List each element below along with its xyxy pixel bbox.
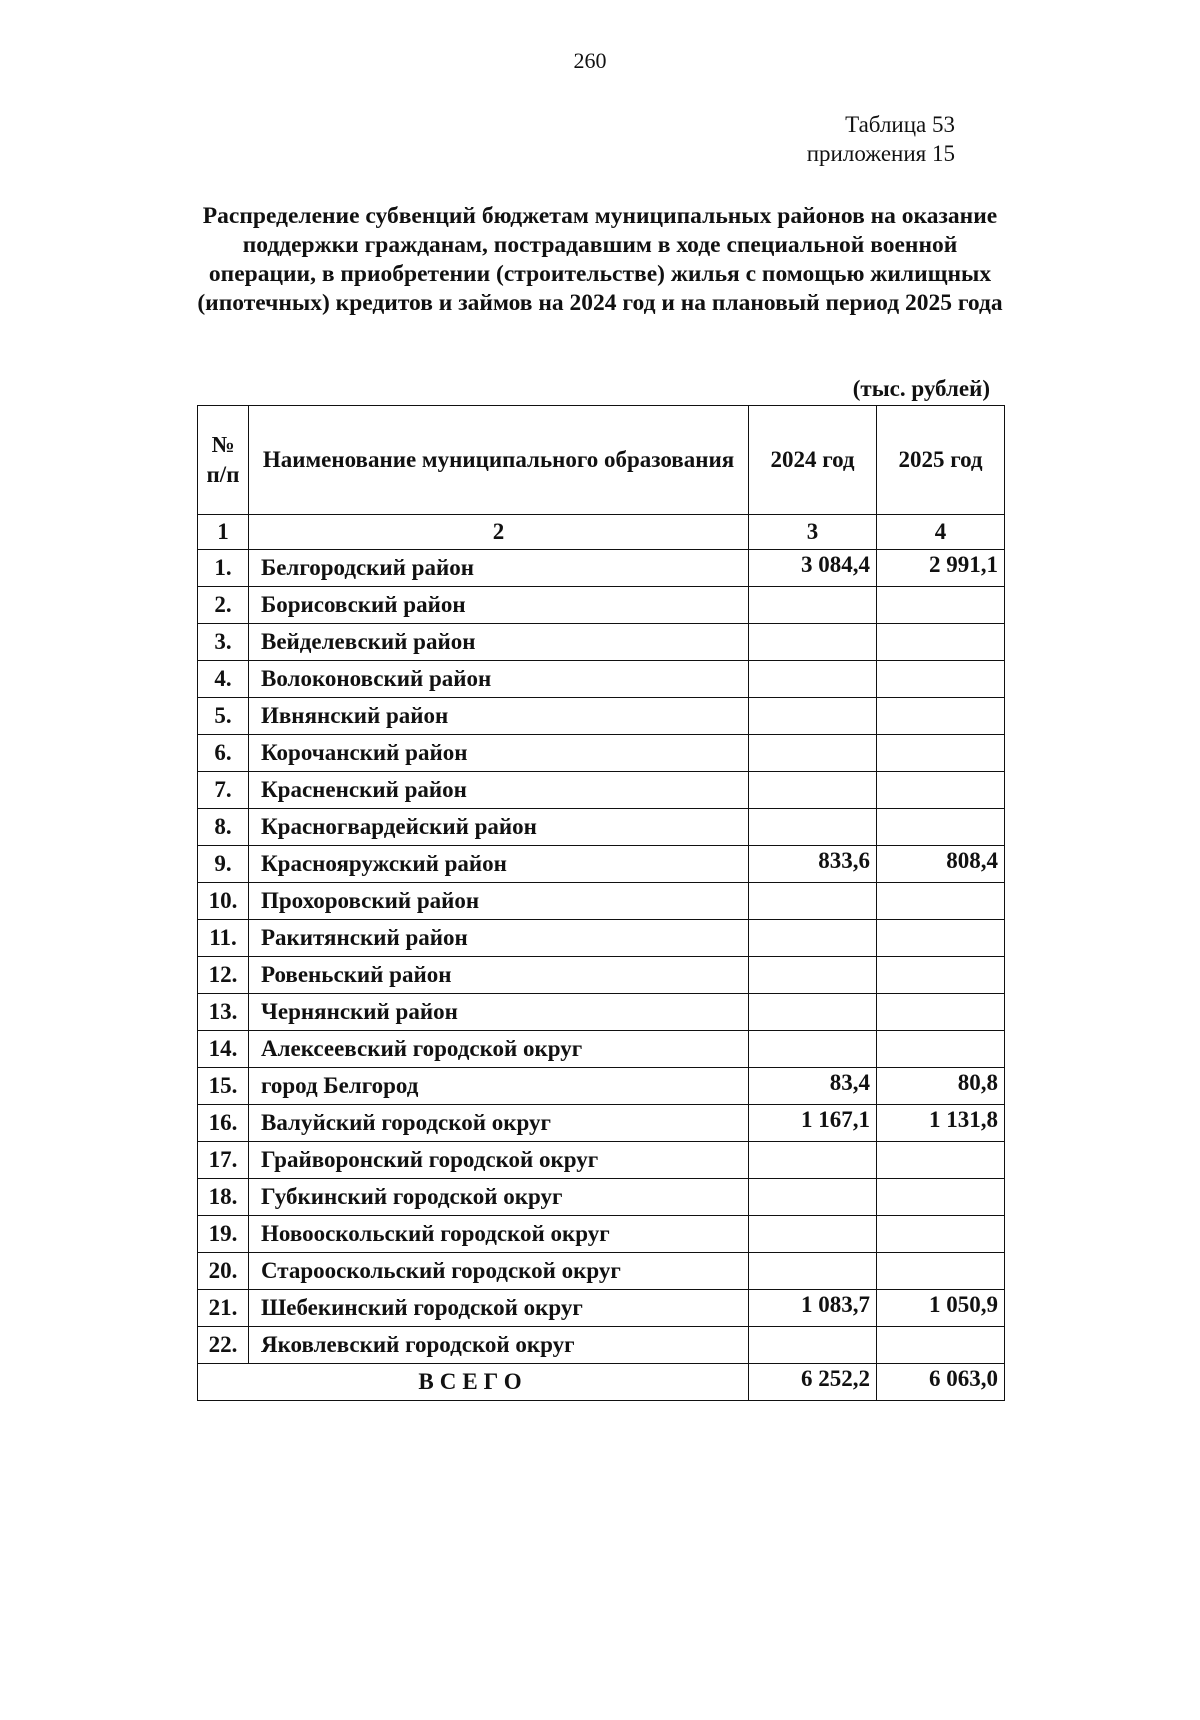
municipality-name: Губкинский городской округ [249,1179,749,1216]
table-row [198,1253,1005,1290]
value-2024 [749,957,877,994]
value-2025: 808,4 [877,846,1005,883]
row-number: 12. [198,957,249,994]
table-row [198,772,1005,809]
table-row [198,698,1005,735]
row-number: 19. [198,1216,249,1253]
value-2025 [877,883,1005,920]
table-number: Таблица 53 [845,112,955,137]
value-2025 [877,661,1005,698]
row-number: 17. [198,1142,249,1179]
table-row [198,809,1005,846]
table-row [198,1105,1005,1142]
row-number: 3. [198,624,249,661]
table-row [198,624,1005,661]
row-number: 22. [198,1327,249,1364]
value-2025 [877,957,1005,994]
municipality-name: Яковлевский городской округ [249,1327,749,1364]
municipality-name: Ракитянский район [249,920,749,957]
col-number: 3 [749,515,877,550]
value-2025 [877,994,1005,1031]
row-number: 10. [198,883,249,920]
table-row [198,661,1005,698]
total-2024: 6 252,2 [749,1364,877,1401]
value-2024 [749,920,877,957]
municipality-name: Волоконовский район [249,661,749,698]
table-row [198,1216,1005,1253]
municipality-name: Вейделевский район [249,624,749,661]
table-row [198,957,1005,994]
total-label: ВСЕГО [198,1364,749,1401]
document-title: Распределение субвенций бюджетам муниципальных районов на оказание поддержки гражданам, пострадавшим в ходе специальной военной операции, в приобретении (строительстве) жилья с помощью жилищных (ипотечных) кредитов и займов на 2024 год и на плановый период 2025 года [197,203,1003,316]
value-2025 [877,698,1005,735]
value-2025: 1 131,8 [877,1105,1005,1142]
row-number: 16. [198,1105,249,1142]
row-number: 5. [198,698,249,735]
table-row [198,735,1005,772]
value-2025: 80,8 [877,1068,1005,1105]
value-2025: 1 050,9 [877,1290,1005,1327]
value-2024 [749,1216,877,1253]
units-label: (тыс. рублей) [852,376,990,401]
value-2024 [749,698,877,735]
appendix-number: приложения 15 [806,141,955,166]
municipality-name: Новооскольский городской округ [249,1216,749,1253]
table-row [198,550,1005,587]
municipality-name: Борисовский район [249,587,749,624]
row-number: 20. [198,1253,249,1290]
municipality-name: Старооскольский городской округ [249,1253,749,1290]
header-2025: 2025 год [877,406,1005,515]
row-number: 9. [198,846,249,883]
municipality-name: Краснояружский район [249,846,749,883]
municipality-name: Ровеньский район [249,957,749,994]
value-2024 [749,624,877,661]
col-number: 4 [877,515,1005,550]
total-2025: 6 063,0 [877,1364,1005,1401]
row-number: 21. [198,1290,249,1327]
value-2025 [877,587,1005,624]
value-2025 [877,1216,1005,1253]
municipality-name: Корочанский район [249,735,749,772]
value-2025 [877,809,1005,846]
value-2024: 3 084,4 [749,550,877,587]
table-row [198,883,1005,920]
row-number: 4. [198,661,249,698]
subsidy-table [197,405,1005,1401]
row-number: 7. [198,772,249,809]
value-2025 [877,920,1005,957]
table-row [198,1031,1005,1068]
value-2025 [877,624,1005,661]
municipality-name: Ивнянский район [249,698,749,735]
value-2025 [877,735,1005,772]
value-2024 [749,809,877,846]
municipality-name: Чернянский район [249,994,749,1031]
table-header-row [198,406,1005,515]
row-number: 1. [198,550,249,587]
value-2024 [749,1142,877,1179]
municipality-name: Красненский район [249,772,749,809]
row-number: 2. [198,587,249,624]
value-2025: 2 991,1 [877,550,1005,587]
value-2025 [877,1031,1005,1068]
value-2024: 83,4 [749,1068,877,1105]
municipality-name: Грайворонский городской округ [249,1142,749,1179]
col-number: 2 [249,515,749,550]
table-row [198,1327,1005,1364]
municipality-name: Белгородский район [249,550,749,587]
header-num: № п/п [198,406,249,515]
table-row [198,846,1005,883]
col-number: 1 [198,515,249,550]
row-number: 11. [198,920,249,957]
row-number: 8. [198,809,249,846]
value-2024 [749,1031,877,1068]
municipality-name: Валуйский городской округ [249,1105,749,1142]
value-2025 [877,1253,1005,1290]
row-number: 6. [198,735,249,772]
header-2024: 2024 год [749,406,877,515]
value-2024 [749,772,877,809]
header-name: Наименование муниципального образования [249,406,749,515]
value-2025 [877,772,1005,809]
value-2024: 1 167,1 [749,1105,877,1142]
value-2025 [877,1142,1005,1179]
page-number: 260 [573,48,607,73]
table-row [198,994,1005,1031]
value-2024 [749,1327,877,1364]
value-2024: 833,6 [749,846,877,883]
municipality-name: город Белгород [249,1068,749,1105]
value-2025 [877,1179,1005,1216]
table-row [198,920,1005,957]
table-row [198,1068,1005,1105]
value-2024 [749,1179,877,1216]
row-number: 15. [198,1068,249,1105]
municipality-name: Алексеевский городской округ [249,1031,749,1068]
value-2024 [749,1253,877,1290]
value-2024 [749,735,877,772]
row-number: 13. [198,994,249,1031]
value-2024 [749,883,877,920]
value-2024 [749,587,877,624]
value-2024 [749,994,877,1031]
value-2024 [749,661,877,698]
table-row [198,1290,1005,1327]
row-number: 14. [198,1031,249,1068]
table-row [198,587,1005,624]
row-number: 18. [198,1179,249,1216]
total-row [198,1364,1005,1401]
municipality-name: Шебекинский городской округ [249,1290,749,1327]
table-row [198,1179,1005,1216]
table-row [198,1142,1005,1179]
table-reference [790,110,955,168]
value-2025 [877,1327,1005,1364]
municipality-name: Прохоровский район [249,883,749,920]
municipality-name: Красногвардейский район [249,809,749,846]
value-2024: 1 083,7 [749,1290,877,1327]
column-number-row [198,515,1005,550]
